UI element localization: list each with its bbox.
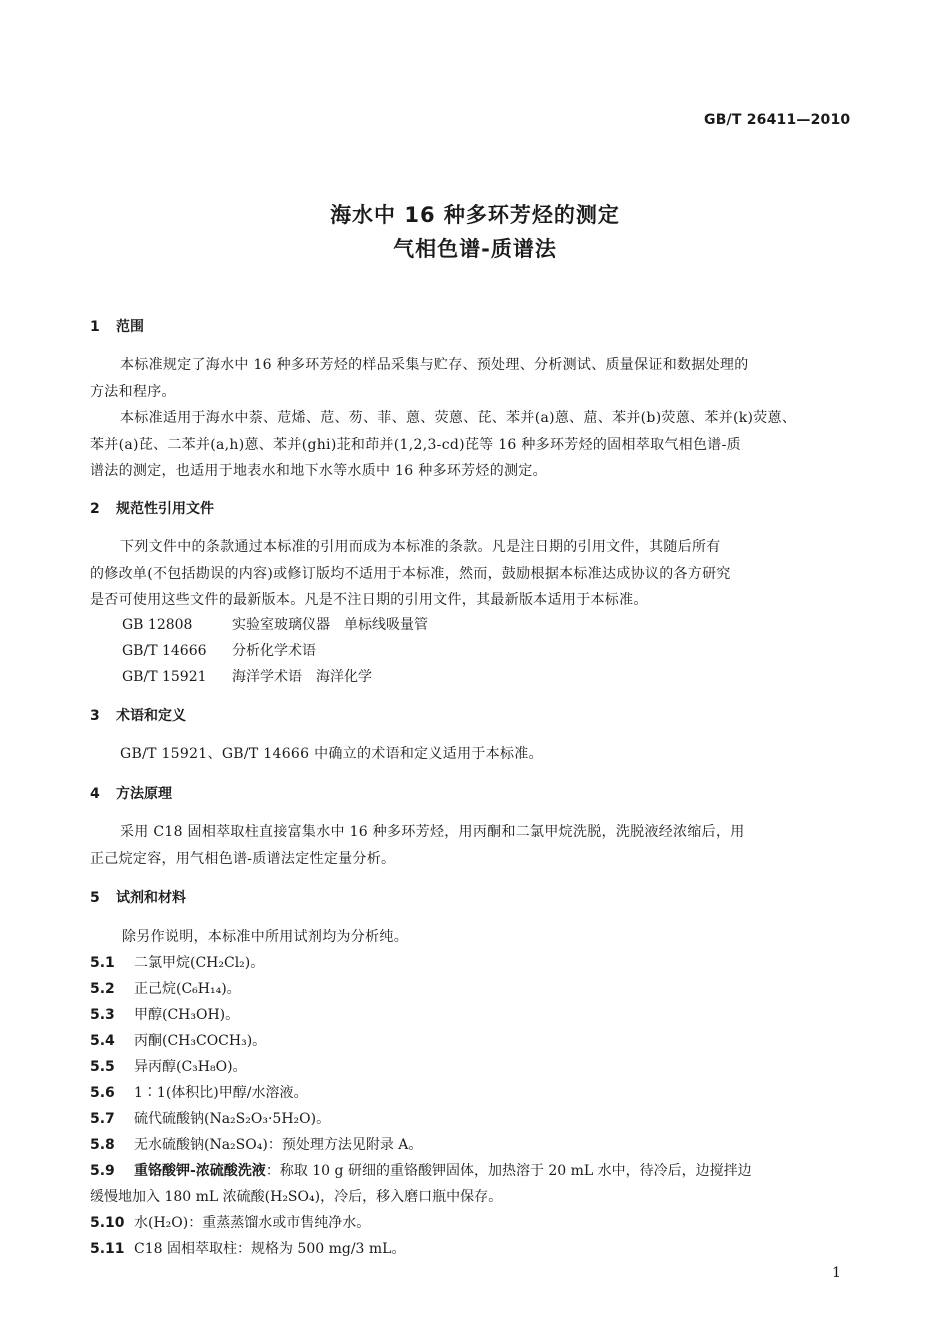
item-number: 5.9 [90,1163,115,1179]
item-text: ：称取 10 g 研细的重铬酸钾固体，加热溶于 20 mL 水中，待冷后，边搅拌边 [265,1163,752,1179]
reference-title: 分析化学术语 [232,643,316,659]
section-1-heading [90,316,144,336]
paragraph-line: 是否可使用这些文件的最新版本。凡是不注日期的引用文件，其最新版本适用于本标准。 [90,592,648,608]
reference-code: GB 12808 [122,617,193,633]
item-text: 甲醇(CH₃OH)。 [134,1007,240,1023]
reagent-item [90,1134,422,1154]
paragraph-line: 采用 C18 固相萃取柱直接富集水中 16 种多环芳烃，用丙酮和二氯甲烷洗脱，洗脱液经浓缩后，用 [120,824,745,840]
item-text: C18 固相萃取柱：规格为 500 mg/3 mL。 [134,1241,406,1257]
section-title: 范围 [116,319,144,335]
reference-code: GB/T 15921 [122,669,207,685]
item-number: 5.3 [90,1007,115,1023]
document-subtitle: 气相色谱-质谱法 [393,237,557,261]
section-title: 规范性引用文件 [116,501,214,517]
item-continuation: 缓慢地加入 180 mL 浓硫酸(H₂SO₄)，冷后，移入磨口瓶中保存。 [90,1189,503,1205]
reagent-item [90,1056,247,1076]
section-title: 试剂和材料 [116,890,186,906]
paragraph-line: 的修改单(不包括勘误的内容)或修订版均不适用于本标准，然而，鼓励根据本标准达成协议的各方研究 [90,566,731,582]
reference-code: GB/T 14666 [122,643,207,659]
section-number: 4 [90,786,100,802]
item-term: 重铬酸钾-浓硫酸洗液 [134,1163,266,1179]
reagent-item [90,1082,307,1102]
paragraph-line: 方法和程序。 [90,384,176,400]
item-text: 1∶1(体积比)甲醇/水溶液。 [134,1085,308,1101]
section-title: 方法原理 [116,786,172,802]
item-number: 5.11 [90,1241,125,1257]
paragraph-line: 苯并(a)芘、二苯并(a,h)蒽、苯并(ghi)苝和茚并(1,2,3-cd)芘等 16 种多环芳烃的固相萃取气相色谱-质 [90,437,741,453]
paragraph-line: 除另作说明，本标准中所用试剂均为分析纯。 [122,929,408,945]
reagent-item [90,1238,405,1258]
reagent-item [90,1030,266,1050]
item-number: 5.5 [90,1059,115,1075]
item-text: 无水硫酸钠(Na₂SO₄)：预处理方法见附录 A。 [134,1137,423,1153]
paragraph-line: 正己烷定容，用气相色谱-质谱法定性定量分析。 [90,851,396,867]
normative-reference [122,666,372,686]
item-number: 5.2 [90,981,115,997]
paragraph-line: 本标准适用于海水中萘、苊烯、苊、芴、菲、蒽、荧蒽、芘、苯并(a)蒽、䓛、苯并(b)荧蒽、苯并(k)荧蒽、 [120,410,797,426]
reagent-item [90,1004,239,1024]
item-text: 硫代硫酸钠(Na₂S₂O₃·5H₂O)。 [134,1111,331,1127]
reagent-item [90,1212,370,1232]
section-number: 2 [90,501,100,517]
standard-code: GB/T 26411—2010 [704,112,851,128]
paragraph-line: 谱法的测定，也适用于地表水和地下水等水质中 16 种多环芳烃的测定。 [90,463,547,479]
normative-reference [122,614,428,634]
item-text: 正己烷(C₆H₁₄)。 [134,981,241,997]
item-number: 5.1 [90,955,115,971]
item-number: 5.4 [90,1033,115,1049]
item-text: 丙酮(CH₃COCH₃)。 [134,1033,267,1049]
item-text: 异丙醇(C₃H₈O)。 [134,1059,247,1075]
paragraph-line: GB/T 15921、GB/T 14666 中确立的术语和定义适用于本标准。 [120,746,543,762]
reagent-item [90,952,264,972]
reagent-item [90,1108,330,1128]
paragraph-line: 本标准规定了海水中 16 种多环芳烃的样品采集与贮存、预处理、分析测试、质量保证和数据处理的 [120,357,749,373]
item-number: 5.7 [90,1111,115,1127]
item-number: 5.8 [90,1137,115,1153]
document-title: 海水中 16 种多环芳烃的测定 [330,203,620,227]
reference-title: 海洋学术语 海洋化学 [232,669,372,685]
normative-reference [122,640,316,660]
paragraph-line: 下列文件中的条款通过本标准的引用而成为本标准的条款。凡是注日期的引用文件，其随后所有 [120,539,721,555]
section-4-heading [90,783,172,803]
item-number: 5.10 [90,1215,125,1231]
item-number: 5.6 [90,1085,115,1101]
reagent-item [90,978,241,998]
item-text: 水(H₂O)：重蒸蒸馏水或市售纯净水。 [134,1215,371,1231]
section-5-heading [90,887,186,907]
section-number: 3 [90,708,100,724]
section-3-heading [90,705,186,725]
section-2-heading [90,498,214,518]
reference-title: 实验室玻璃仪器 单标线吸量管 [232,617,428,633]
section-number: 1 [90,319,100,335]
page-number: 1 [832,1265,841,1281]
reagent-item [90,1160,752,1180]
section-number: 5 [90,890,100,906]
item-text: 二氯甲烷(CH₂Cl₂)。 [134,955,265,971]
section-title: 术语和定义 [116,708,186,724]
